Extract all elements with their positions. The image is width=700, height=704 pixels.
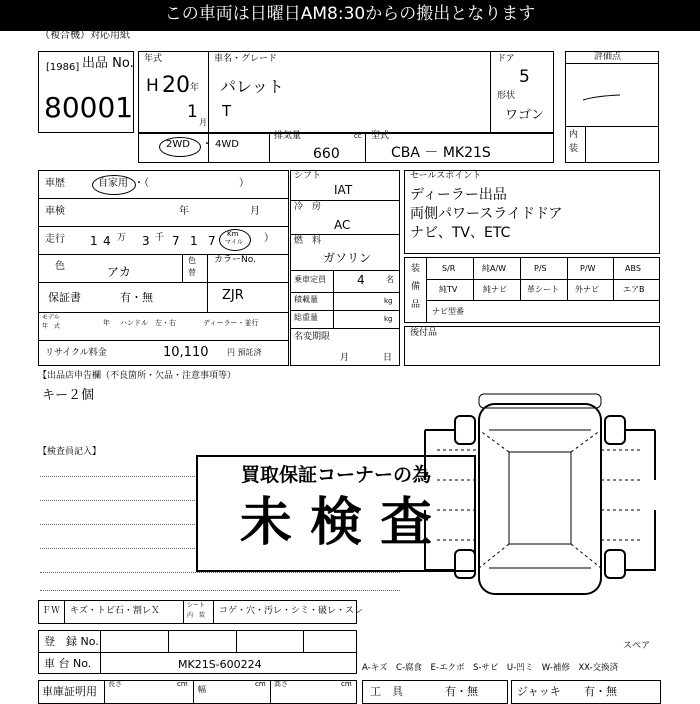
mileage-sen: 千 [155, 233, 165, 243]
load-unit: kg [384, 297, 393, 305]
car-label: 車名・グレード [214, 54, 278, 64]
car-name: パレット [220, 77, 284, 96]
equip-tv: 純TV [439, 285, 458, 294]
cert-width: 幅 [198, 685, 206, 694]
drive-sep: ・ [202, 139, 212, 150]
color-value: アカ [107, 265, 131, 279]
recycle-value: 10,110 [163, 345, 209, 360]
equip-airbag: エアB [623, 285, 645, 294]
tools-label: 工 具 [370, 685, 403, 698]
equip-navi-model: ナビ型番 [432, 307, 464, 316]
equip-ps: P/S [534, 264, 547, 273]
doors-label: ドア [497, 54, 515, 64]
aftermarket-box [404, 326, 660, 366]
capacity-label: 乗車定員 [294, 275, 326, 284]
name-change-label: 名変期限 [294, 332, 331, 342]
declaration-label: 【出品店申告欄（不良箇所・欠品・注意事項等） [38, 371, 237, 381]
year-label: 年式 [144, 54, 163, 64]
aftermarket-label: 後付品 [410, 328, 438, 338]
sales-point-line-2: 両側パワースライドドア [410, 206, 563, 222]
equip-leather: 革シート [527, 285, 559, 294]
equip-sr: S/R [442, 264, 456, 273]
jack-label: ジャッキ [517, 685, 561, 698]
mileage-d1: 1 [90, 234, 98, 248]
history-label: 車歴 [45, 178, 65, 189]
name-change-month: 月 [340, 353, 350, 363]
gross-label: 総重量 [294, 313, 318, 322]
chassis-label: 車 台 No. [44, 657, 92, 670]
mileage-d2: 4 [103, 234, 111, 248]
fw-text: キズ・トビ石・割レＸ [70, 606, 160, 616]
interior-label-2: 装 [569, 144, 579, 154]
stamp-line-1: 買取保証コーナーの為 [240, 464, 431, 486]
history-rest: ・（ ） [134, 178, 249, 189]
drive-4wd: 4WD [215, 139, 239, 150]
cert-cm-1: cm [177, 680, 188, 688]
equip-aw: 純A/W [482, 264, 507, 273]
drive-2wd: 2WD [166, 139, 190, 150]
spare-label: スペア [623, 641, 651, 651]
stamp-line-2: 未 検 査 [239, 493, 433, 553]
mileage-d3: 3 [142, 234, 150, 248]
left-detail-box [38, 170, 289, 366]
gross-unit: kg [384, 315, 393, 323]
fw-seat-2: 内 装 [187, 612, 206, 619]
recycle-label: リサイクル料金 [45, 348, 107, 358]
cert-cm-2: cm [255, 680, 266, 688]
history-value: 自家用 [98, 178, 128, 189]
mileage-d4: 7 [172, 234, 180, 248]
tools-value: 有・無 [445, 685, 478, 698]
lot-number: 80001 [44, 91, 134, 124]
model-year-l1: モデル [42, 314, 60, 321]
color-sub-1: 色 [188, 256, 196, 265]
fuel-label: 燃 料 [294, 236, 322, 246]
fw-seat-1: シート [187, 602, 206, 609]
fw-label: ＦＷ [42, 606, 61, 616]
legend: A-キズ C-腐食 E-エクボ S-サビ U-凹ミ W-補修 XX-交換済 [362, 663, 619, 673]
inspection-year: 年 [179, 206, 189, 217]
displacement-unit: cc [354, 132, 362, 140]
aircon-value: AC [334, 218, 351, 232]
mileage-paren: ） [264, 233, 274, 244]
year-value: 20 [162, 73, 190, 98]
capacity-unit: 名 [386, 275, 394, 284]
cert-label: 車庫証明用 [42, 685, 97, 698]
warranty-value: 有・無 [120, 291, 153, 304]
month-unit: 月 [199, 118, 207, 127]
mileage-unit-km: Km [227, 230, 239, 238]
shape-label: 形状 [497, 91, 516, 101]
color-label: 色 [55, 261, 65, 272]
capacity-value: 4 [357, 273, 365, 287]
equip-pw: P/W [580, 264, 596, 273]
shift-value: IAT [334, 183, 353, 197]
color-code: ZJR [222, 288, 244, 303]
fuel-value: ガソリン [323, 251, 372, 265]
banner-text: この車両は日曜日AM8:30からの搬出となります [164, 4, 536, 24]
registration-label: 登 録 No. [44, 635, 99, 648]
mileage-d6: 7 [208, 234, 216, 248]
equip-navi: 純ナビ [483, 285, 507, 294]
sales-point-line-3: ナビ、TV、ETC [410, 225, 511, 241]
model-label: 型式 [371, 131, 390, 141]
model-year-handle: ハンドル 左・右 [120, 319, 176, 327]
equipment-label-2: 備 [411, 282, 421, 292]
lot-bracket: [1986] [46, 62, 80, 73]
rating-mark [582, 87, 622, 95]
car-grade: T [222, 102, 232, 120]
color-sub-2: 替 [188, 268, 196, 277]
sales-point-label: セールスポイント [410, 171, 482, 181]
cert-length: 長さ [108, 680, 122, 688]
inspection-month: 月 [250, 206, 260, 217]
lot-label: 出品 No. [82, 56, 134, 71]
rating-label: 評価点 [594, 52, 622, 62]
equip-ext-navi: 外ナビ [575, 285, 599, 294]
equipment-label-1: 装 [411, 264, 421, 274]
mileage-unit-mile: マイル [225, 239, 243, 246]
jack-value: 有・無 [584, 685, 617, 698]
inspector-label: 【検査員記入】 [38, 447, 102, 457]
mileage-man: 万 [117, 233, 127, 243]
model-year-l2: 年 式 [42, 323, 61, 330]
car-diagram [417, 390, 663, 610]
interior-label-1: 内 [569, 130, 579, 140]
model-year-dealer: ディーラー・並行 [203, 319, 259, 327]
month-value: 1 [187, 102, 198, 122]
color-code-label: カラーNo. [214, 255, 256, 265]
rating-box [565, 51, 659, 163]
name-change-day: 日 [383, 353, 393, 363]
displacement-value: 660 [313, 146, 340, 162]
shift-label: シフト [294, 171, 322, 181]
equip-abs: ABS [625, 264, 641, 273]
doors-value: 5 [519, 67, 530, 87]
chassis-value: MK21S-600224 [178, 658, 262, 671]
header-left: （複合機）対応用紙 [40, 30, 130, 41]
year-era: H [146, 76, 159, 96]
sales-point-line-1: ディーラー出品 [410, 187, 507, 203]
aircon-label: 冷 房 [294, 202, 322, 212]
inspection-label: 車検 [45, 206, 65, 217]
load-label: 積載量 [294, 295, 318, 304]
fw-seat-text: コゲ・穴・汚レ・シミ・破レ・スレ [219, 606, 364, 616]
recycle-unit: 円 預託済 [227, 348, 262, 357]
year-unit: 年 [190, 83, 200, 93]
warranty-label: 保証書 [48, 291, 81, 304]
cert-height: 高さ [274, 680, 288, 688]
equipment-label-3: 品 [411, 300, 421, 310]
cert-cm-3: cm [341, 680, 352, 688]
shape-value: ワゴン [505, 108, 545, 123]
model-value: CBA － MK21S [391, 145, 491, 161]
declaration-text: キー２個 [42, 388, 95, 403]
mileage-d5: 1 [190, 234, 198, 248]
mileage-label: 走行 [45, 234, 65, 245]
displacement-label: 排気量 [274, 131, 302, 141]
model-year-year: 年 [103, 319, 110, 327]
